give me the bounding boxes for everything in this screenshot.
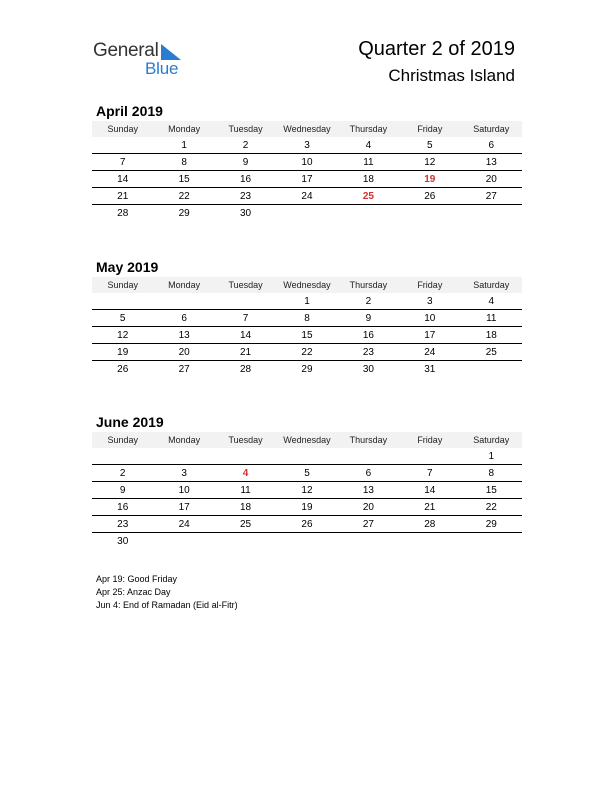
empty-day-cell [399,205,460,222]
day-cell: 6 [338,465,399,482]
day-cell: 3 [399,293,460,310]
calendar-table [92,432,522,549]
day-cell: 17 [153,499,214,516]
day-cell: 17 [399,327,460,344]
day-header: Saturday [461,121,522,137]
week-row [92,293,522,310]
empty-day-cell [338,205,399,222]
day-cell: 25 [461,344,522,361]
day-cell: 21 [92,188,153,205]
logo-text-general: General [93,40,159,61]
day-cell: 11 [215,482,276,499]
day-cell: 23 [215,188,276,205]
empty-day-cell [276,448,337,465]
day-cell: 5 [92,310,153,327]
day-cell: 12 [399,154,460,171]
day-cell: 5 [276,465,337,482]
day-cell: 24 [276,188,337,205]
holiday-notes [96,573,238,612]
day-header: Saturday [461,432,522,448]
day-cell: 3 [153,465,214,482]
day-cell: 30 [239,207,252,219]
day-cell: 2 [92,465,153,482]
day-cell: 28 [239,363,252,375]
day-cell: 19 [92,344,153,361]
day-cell: 6 [153,310,214,327]
day-cell: 8 [153,154,214,171]
empty-day-cell [461,361,522,378]
month-title: June 2019 [96,414,164,430]
day-cell: 10 [276,154,337,171]
day-cell: 9 [92,482,153,499]
day-header: Friday [399,432,460,448]
day-cell: 14 [399,482,460,499]
day-cell: 14 [215,327,276,344]
calendar-table [92,277,522,377]
day-cell: 20 [461,171,522,188]
holiday-day-cell: 25 [338,188,399,205]
day-header: Thursday [338,121,399,137]
week-row [92,516,522,533]
empty-day-cell [461,533,522,550]
empty-day-cell [153,533,214,550]
day-cell: 13 [153,327,214,344]
empty-day-cell [92,137,153,154]
day-cell: 18 [461,327,522,344]
day-cell: 9 [215,154,276,171]
day-cell: 12 [92,327,153,344]
week-row [92,448,522,465]
week-row [92,533,522,550]
month-may [92,258,522,377]
day-cell: 11 [461,310,522,327]
month-june [92,413,522,549]
day-cell: 1 [461,448,522,465]
day-header: Monday [153,277,214,293]
day-header: Wednesday [276,121,337,137]
week-row [92,310,522,327]
week-row [92,465,522,482]
day-cell: 19 [276,499,337,516]
month-title: May 2019 [96,259,159,275]
day-header: Sunday [92,277,153,293]
week-row [92,137,522,154]
day-cell: 12 [276,482,337,499]
day-cell: 27 [178,363,190,375]
day-cell: 23 [92,516,153,533]
week-row [92,344,522,361]
day-cell: 22 [276,344,337,361]
day-cell: 20 [338,499,399,516]
day-cell: 15 [153,171,214,188]
day-cell: 13 [338,482,399,499]
week-row [92,154,522,171]
day-cell: 24 [399,344,460,361]
calendar-table [92,121,522,221]
day-cell: 4 [461,293,522,310]
empty-day-cell [153,293,214,310]
month-title: April 2019 [96,103,163,119]
empty-day-cell [276,533,337,550]
day-cell: 5 [399,137,460,154]
empty-day-cell [461,205,522,222]
day-header: Wednesday [276,432,337,448]
day-cell: 9 [338,310,399,327]
empty-day-cell [215,448,276,465]
holiday-note: Apr 19: Good Friday [96,574,178,584]
day-cell: 31 [424,363,436,375]
day-cell: 11 [338,154,399,171]
day-cell: 17 [276,171,337,188]
holiday-note: Jun 4: End of Ramadan (Eid al-Fitr) [96,600,238,610]
holiday-day-cell: 19 [399,171,460,188]
day-cell: 2 [338,293,399,310]
day-cell: 23 [338,344,399,361]
week-row [92,482,522,499]
day-cell: 24 [153,516,214,533]
day-cell: 1 [276,293,337,310]
empty-day-cell [399,448,460,465]
month-april [92,102,522,221]
day-cell: 8 [276,310,337,327]
day-cell: 4 [338,137,399,154]
day-cell: 7 [215,310,276,327]
day-cell: 26 [399,188,460,205]
empty-day-cell [276,205,337,222]
week-row [92,188,522,205]
day-cell: 22 [153,188,214,205]
empty-day-cell [92,293,153,310]
day-cell: 27 [338,516,399,533]
day-header: Thursday [338,277,399,293]
day-cell: 26 [276,516,337,533]
day-cell: 6 [461,137,522,154]
day-header: Tuesday [215,121,276,137]
day-cell: 22 [461,499,522,516]
day-cell: 16 [215,171,276,188]
day-cell: 10 [399,310,460,327]
day-cell: 29 [178,207,190,219]
day-header: Sunday [92,432,153,448]
logo-text-blue: Blue [145,59,179,78]
empty-day-cell [92,448,153,465]
empty-day-cell [215,293,276,310]
day-header: Wednesday [276,277,337,293]
day-cell: 29 [461,516,522,533]
day-cell: 16 [92,499,153,516]
day-cell: 20 [153,344,214,361]
empty-day-cell [338,533,399,550]
day-header: Monday [153,432,214,448]
day-cell: 27 [461,188,522,205]
day-cell: 13 [461,154,522,171]
page-title: Quarter 2 of 2019 [358,38,515,60]
day-header: Friday [399,121,460,137]
day-header: Tuesday [215,277,276,293]
week-row [92,205,522,222]
day-cell: 30 [117,535,129,547]
logo [93,40,193,80]
day-cell: 30 [362,363,374,375]
holiday-day-cell: 4 [215,465,276,482]
empty-day-cell [215,533,276,550]
day-cell: 10 [153,482,214,499]
day-cell: 1 [153,137,214,154]
empty-day-cell [399,533,460,550]
week-row [92,361,522,378]
day-cell: 7 [399,465,460,482]
day-cell: 29 [301,363,313,375]
day-cell: 2 [215,137,276,154]
day-header: Sunday [92,121,153,137]
holiday-note: Apr 25: Anzac Day [96,587,171,597]
week-row [92,327,522,344]
day-cell: 28 [399,516,460,533]
empty-day-cell [338,448,399,465]
day-cell: 26 [117,363,129,375]
day-cell: 21 [399,499,460,516]
day-cell: 8 [461,465,522,482]
day-cell: 14 [92,171,153,188]
day-cell: 7 [92,154,153,171]
day-cell: 15 [461,482,522,499]
day-cell: 25 [215,516,276,533]
day-cell: 16 [338,327,399,344]
empty-day-cell [153,448,214,465]
day-cell: 15 [276,327,337,344]
day-header: Saturday [461,277,522,293]
day-header: Thursday [338,432,399,448]
week-row [92,171,522,188]
day-cell: 21 [215,344,276,361]
day-cell: 3 [276,137,337,154]
page-subtitle: Christmas Island [388,66,515,85]
day-cell: 18 [338,171,399,188]
day-cell: 28 [117,207,129,219]
day-header: Friday [399,277,460,293]
day-cell: 18 [215,499,276,516]
week-row [92,499,522,516]
day-header: Monday [153,121,214,137]
day-header: Tuesday [215,432,276,448]
